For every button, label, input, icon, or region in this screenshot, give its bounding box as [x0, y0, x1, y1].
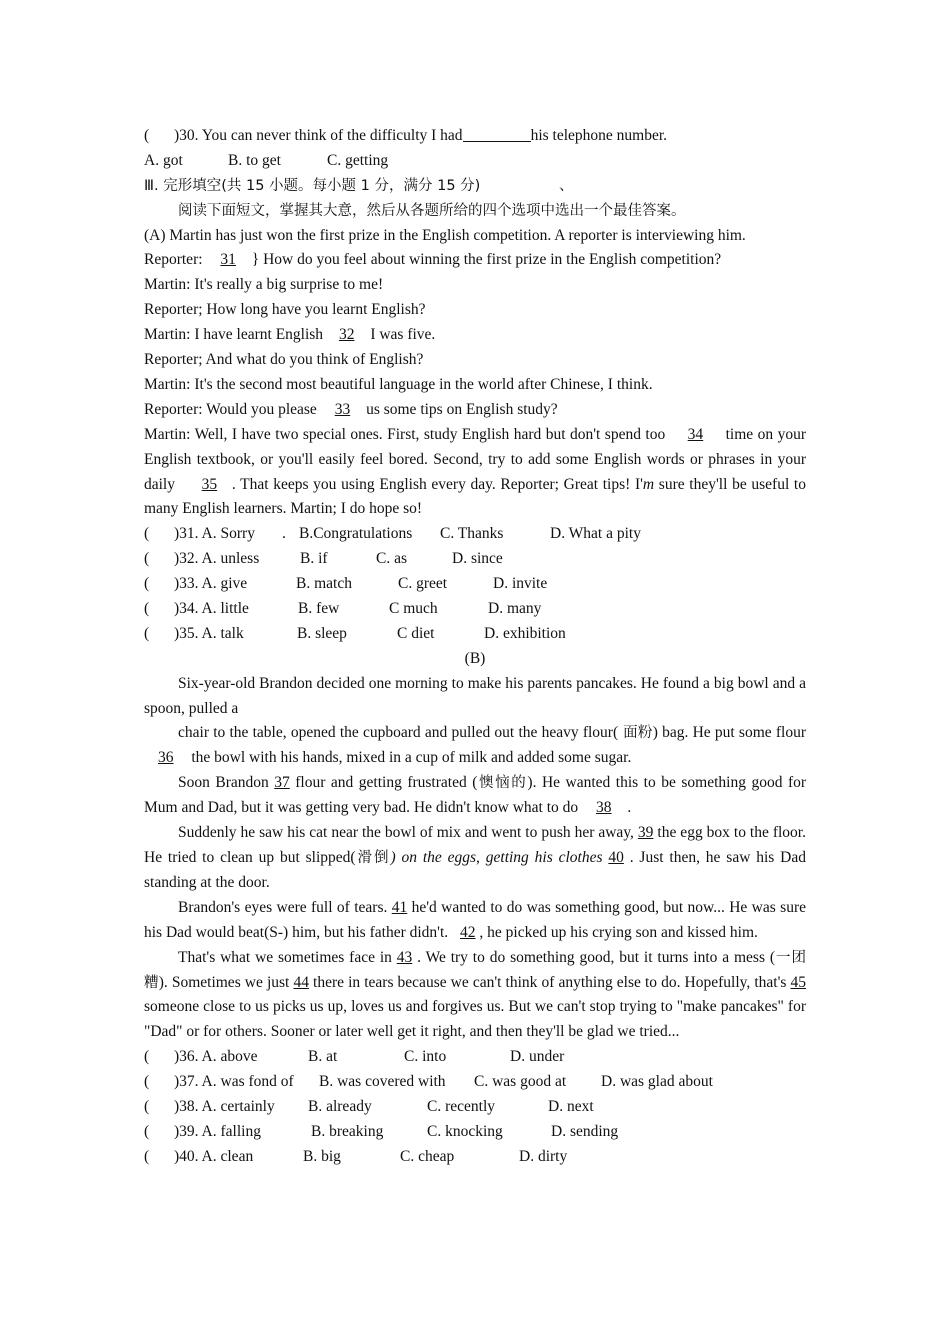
dialogue-line: Martin: It's really a big surprise to me! — [144, 276, 384, 294]
exam-page — [144, 124, 806, 1170]
blank-36: 36 — [158, 749, 174, 767]
section-instruction: 阅读下面短文，掌握其大意，然后从各题所给的四个选项中选出一个最佳答案。 — [178, 202, 686, 219]
question-33: ( )33. A. give B. match C. greet D. invite — [144, 575, 548, 593]
question-35: ( )35. A. talk B. sleep C diet D. exhibition — [144, 624, 566, 642]
question-30 — [144, 124, 806, 149]
blank-39: 39 — [637, 824, 654, 842]
blank-31: 31 — [220, 251, 236, 269]
question-40: ( )40. A. clean B. big C. cheap D. dirty — [144, 1147, 568, 1165]
dialogue-line: Reporter: 31 } How do you feel about winning the first prize in the English competition? — [144, 251, 722, 269]
answer-paren: ( — [144, 127, 150, 144]
answer-blank — [463, 126, 531, 142]
option-c: C. getting — [327, 151, 389, 169]
option-b: B. to get — [228, 151, 281, 169]
passage-b-paragraph: That's what we sometimes face in 43 . We try to do something good, but it turns into a mess (一团糟). Sometimes we just 44 there in tears because we can't think of anything else to do. Hopefully, that's 45 someone close to us picks us up, loves us and forgives us. But we can't stop trying to "make pancakes" for "Dad" or for others. Sooner or later well get it right, and then they'll be glad we tried... — [144, 948, 806, 1041]
passage-b-paragraph: Six-year-old Brandon decided one morning to make his parents pancakes. He found a big bowl and a spoon, pulled a — [144, 674, 806, 717]
blank-35: 35 — [201, 475, 218, 493]
section-title-text: Ⅲ. 完形填空(共 15 小题。每小题 1 分，满分 15 分) — [144, 177, 481, 194]
passage-b-paragraph: Suddenly he saw his cat near the bowl of mix and went to push her away, 39 the egg box to the floor. He tried to clean up but slipped(滑倒) on the eggs, getting his clothes 40 . Just then, he saw his Dad standing at the door. — [144, 824, 806, 891]
passage-b-paragraph: Brandon's eyes were full of tears. 41 he'd wanted to do was something good, but now... He was sure his Dad would beat(S-) him, but his father didn't. 42 , he picked up his crying son and kissed him. — [144, 898, 806, 941]
blank-44: 44 — [293, 973, 309, 991]
question-37: ( )37. A. was fond of B. was covered with C. was good at D. was glad about — [144, 1073, 713, 1091]
dialogue-line: Reporter: Would you please 33 us some tips on English study? — [144, 400, 558, 418]
blank-32: 32 — [338, 326, 355, 344]
question-31: ( )31. A. Sorry . B.Congratulations C. Thanks D. What a pity — [144, 525, 641, 543]
blank-40: 40 — [608, 849, 624, 866]
section-mark: 、 — [559, 177, 574, 194]
question-30-options — [144, 149, 806, 174]
dialogue-line: Reporter; And what do you think of English? — [144, 351, 424, 369]
question-38: ( )38. A. certainly B. already C. recently D. next — [144, 1098, 594, 1116]
blank-41: 41 — [391, 898, 408, 916]
question-39: ( )39. A. falling B. breaking C. knocking D. sending — [144, 1122, 619, 1140]
question-32: ( )32. A. unless B. if C. as D. since — [144, 550, 503, 568]
blank-42: 42 — [460, 923, 476, 941]
question-36: ( )36. A. above B. at C. into D. under — [144, 1048, 565, 1066]
passage-b-label: (B) — [464, 649, 486, 667]
passage-a-intro: (A) Martin has just won the first prize in the English competition. A reporter is interviewing him. — [144, 226, 746, 244]
question-30-stem: )30. You can never think of the difficulty I had — [174, 127, 463, 144]
blank-45: 45 — [790, 973, 806, 991]
passage-b-paragraph: Soon Brandon 37 flour and getting frustrated (懊恼的). He wanted this to be something good for Mum and Dad, but it was getting very bad. He didn't know what to do 38 . — [144, 774, 807, 817]
dialogue-line: Martin: I have learnt English 32 I was five. — [144, 326, 436, 344]
dialogue-line: Martin: It's the second most beautiful language in the world after Chinese, I think. — [144, 375, 653, 393]
blank-38: 38 — [596, 799, 612, 817]
question-34: ( )34. A. little B. few C much D. many — [144, 599, 542, 617]
option-a: A. got — [144, 151, 183, 169]
dialogue-paragraph: Martin: Well, I have two special ones. First, study English hard but don't spend too 34 time on your English textbook, or you'll easily feel bored. Second, try to add some English words or phrases in your daily 35 . That keeps you using English every day. Reporter; Great tips! I'm sure they'll be useful to many English learners. Martin; I do hope so! — [144, 425, 806, 518]
section-title — [144, 174, 806, 199]
blank-33: 33 — [334, 400, 351, 418]
passage-b-paragraph: chair to the table, opened the cupboard and pulled out the heavy flour( 面粉) bag. He put some flour 36 the bowl with his hands, mixed in a cup of milk and added some sugar. — [158, 724, 806, 767]
blank-37: 37 — [274, 774, 290, 792]
blank-34: 34 — [687, 425, 704, 443]
dialogue-line: Reporter; How long have you learnt English? — [144, 301, 426, 319]
blank-43: 43 — [396, 948, 413, 966]
question-30-rest: his telephone number. — [530, 127, 668, 144]
